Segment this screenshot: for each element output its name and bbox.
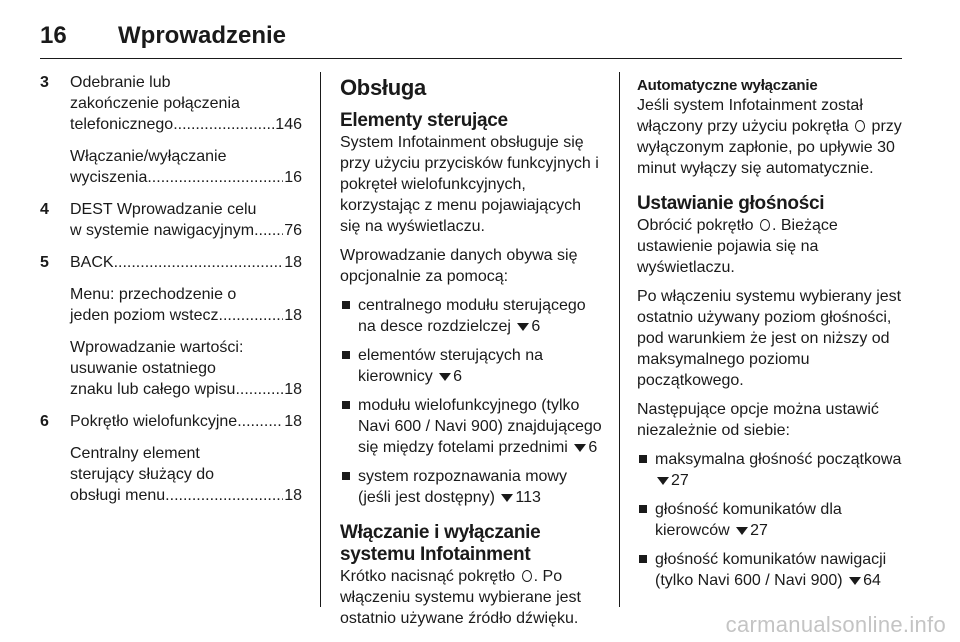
knob-icon <box>522 570 532 582</box>
auto-off-paragraph: Jeśli system Infotainment został włączony przy użyciu pokrętła przy wyłączonym zapłonie, po upływie 30 minut wyłączy się automatycznie. <box>637 97 902 177</box>
settings-column <box>637 72 902 599</box>
legend-text: Włączanie/wyłączanie <box>70 148 227 165</box>
legend-leader <box>70 379 302 400</box>
legend-item-3 <box>40 72 302 135</box>
controls-paragraph: System Infotainment obsługuje się przy użyciu przycisków funkcyjnych i pokręteł wielofunkcyjnych, korzystając z menu pojawiających się na wyświetlaczu. <box>340 134 599 235</box>
legend-number: 5 <box>40 254 49 271</box>
legend-text: obsługi menu <box>70 487 166 504</box>
legend-leader <box>70 485 302 506</box>
column-divider <box>320 72 321 607</box>
page-arrow-icon <box>849 577 861 585</box>
legend-text: jeden poziom wstecz <box>70 307 219 324</box>
legend-text: sterujący służący do <box>70 466 215 483</box>
legend-text: DEST Wprowadzanie celu <box>70 201 257 218</box>
page-ref: 6 <box>531 318 541 335</box>
legend-number: 6 <box>40 413 49 430</box>
auto-off-heading: Automatyczne wyłączanie <box>637 77 818 94</box>
legend-item-6 <box>40 411 302 432</box>
list-item: maksymalna głośność początkowa 27 <box>637 449 902 491</box>
page-ref: 64 <box>863 572 881 589</box>
volume-paragraph-2: Po włączeniu systemu wybierany jest ostatnio używany poziom głośności, pod warunkiem że jest on niższy od maksymalnego poziomu początkowego. <box>637 288 902 389</box>
legend-leader <box>70 167 302 188</box>
page-arrow-icon <box>657 477 669 485</box>
legend-leader <box>70 411 302 432</box>
page-ref: 18 <box>284 254 302 271</box>
legend-number: 4 <box>40 201 49 218</box>
legend-leader <box>70 252 302 273</box>
legend-text: usuwanie ostatniego <box>70 360 216 377</box>
legend-column <box>40 72 302 517</box>
legend-subitem <box>40 443 302 506</box>
legend-text: wyciszenia <box>70 169 148 186</box>
page-ref: 27 <box>671 472 689 489</box>
legend-text: Odebranie lub <box>70 74 171 91</box>
legend-item-5 <box>40 252 302 273</box>
page-ref: 18 <box>284 487 302 504</box>
knob-icon <box>760 219 770 231</box>
list-item: elementów sterujących na kierownicy 6 <box>340 345 603 387</box>
legend-subitem <box>40 337 302 400</box>
page-arrow-icon <box>517 323 529 331</box>
legend-text: Menu: przechodzenie o <box>70 286 237 303</box>
legend-text: BACK <box>70 254 114 271</box>
list-item: głośność komunikatów nawigacji (tylko Navi 600 / Navi 900) 64 <box>637 549 902 591</box>
legend-item-4 <box>40 199 302 241</box>
legend-subitem <box>40 284 302 326</box>
list-item: głośność komunikatów dla kierowców 27 <box>637 499 902 541</box>
legend-text: w systemie nawigacyjnym <box>70 222 255 239</box>
page-arrow-icon <box>439 373 451 381</box>
operation-column <box>340 72 603 637</box>
onoff-heading: Włączanie i wyłączanie systemu Infotainment <box>340 522 541 565</box>
page-number: 16 <box>40 22 67 49</box>
page-ref: 27 <box>750 522 768 539</box>
column-divider <box>619 72 620 607</box>
legend-leader <box>70 220 302 241</box>
knob-icon <box>855 120 865 132</box>
page-ref: 16 <box>284 169 302 186</box>
legend-subitem <box>40 146 302 188</box>
page-ref: 76 <box>284 222 302 239</box>
page-arrow-icon <box>736 527 748 535</box>
list-item: modułu wielofunkcyjnego (tylko Navi 600 / Navi 900) znajdującego się między fotelami przednimi 6 <box>340 395 603 458</box>
page-ref: 18 <box>284 381 302 398</box>
page-header <box>40 14 902 59</box>
page-ref: 113 <box>515 489 541 506</box>
page-ref: 146 <box>275 116 302 133</box>
volume-paragraph: Obrócić pokrętło . Bieżące ustawienie pojawia się na wyświetlaczu. <box>637 217 838 276</box>
controls-heading: Elementy sterujące <box>340 110 508 131</box>
legend-text: Wprowadzanie wartości: <box>70 339 244 356</box>
page-arrow-icon <box>501 494 513 502</box>
legend-text: telefonicznego <box>70 116 174 133</box>
page-ref: 18 <box>284 307 302 324</box>
watermark: carmanualsonline.info <box>725 612 946 637</box>
legend-text: zakończenie połączenia <box>70 95 240 112</box>
list-item: system rozpoznawania mowy (jeśli jest dostępny) 113 <box>340 466 603 508</box>
legend-text: Pokrętło wielofunkcyjne <box>70 413 238 430</box>
onoff-paragraph: Krótko nacisnąć pokrętło . Po włączeniu systemu wybierane jest ostatnio używane źródło dźwięku. <box>340 568 581 627</box>
page-ref: 18 <box>284 413 302 430</box>
legend-leader <box>70 305 302 326</box>
input-paragraph: Wprowadzanie danych obywa się opcjonalnie za pomocą: <box>340 247 578 285</box>
volume-heading: Ustawianie głośności <box>637 193 825 214</box>
options-paragraph: Następujące opcje można ustawić niezależnie od siebie: <box>637 401 879 439</box>
page-arrow-icon <box>574 444 586 452</box>
page-ref: 6 <box>588 439 598 456</box>
legend-leader <box>70 114 302 135</box>
list-item: centralnego modułu sterującego na desce rozdzielczej 6 <box>340 295 603 337</box>
chapter-title: Wprowadzenie <box>118 22 287 49</box>
legend-number: 3 <box>40 74 49 91</box>
page-ref: 6 <box>453 368 463 385</box>
legend-text: Centralny element <box>70 445 200 462</box>
legend-text: znaku lub całego wpisu <box>70 381 236 398</box>
section-title: Obsługa <box>340 75 426 100</box>
